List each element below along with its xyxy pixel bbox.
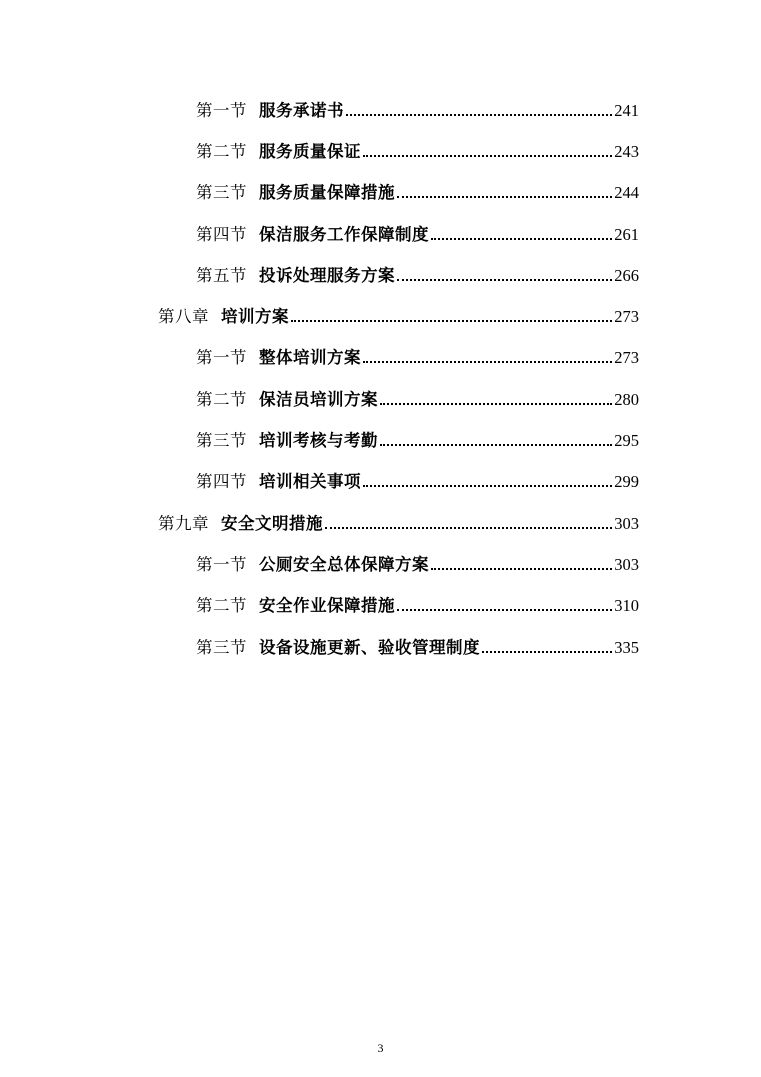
toc-entry-number: 第九章 — [158, 513, 209, 533]
toc-entry-number: 第四节 — [196, 224, 247, 244]
dot-leader — [397, 609, 612, 611]
toc-entry-page: 303 — [614, 513, 639, 533]
toc-entry-page: 303 — [614, 554, 639, 574]
toc-entry-number: 第一节 — [196, 100, 247, 120]
toc-entry-number: 第五节 — [196, 265, 247, 285]
dot-leader — [346, 114, 612, 116]
toc-entry-title: 培训方案 — [221, 307, 289, 327]
dot-leader — [431, 238, 612, 240]
toc-entry-number: 第一节 — [196, 348, 247, 368]
toc-entry-page: 266 — [614, 265, 639, 285]
toc-entry-title: 投诉处理服务方案 — [259, 265, 395, 285]
toc-entry-title: 整体培训方案 — [259, 348, 361, 368]
toc-entry-page: 261 — [614, 224, 639, 244]
toc-entry-number: 第三节 — [196, 431, 247, 451]
dot-leader — [325, 527, 612, 529]
toc-section-entry[interactable] — [0, 212, 761, 253]
toc-entry-line — [196, 262, 761, 286]
toc-entry-title: 保洁员培训方案 — [259, 389, 378, 409]
toc-entry-line — [158, 303, 761, 327]
toc-section-entry[interactable] — [0, 336, 761, 377]
toc-entry-page: 273 — [614, 348, 639, 368]
toc-entry-title: 培训相关事项 — [259, 472, 361, 492]
toc-section-entry[interactable] — [0, 129, 761, 170]
toc-chapter-entry[interactable] — [0, 294, 761, 335]
toc-entry-title: 安全作业保障措施 — [259, 596, 395, 616]
toc-entry-page: 244 — [614, 183, 639, 203]
toc-section-entry[interactable] — [0, 253, 761, 294]
toc-entry-title: 保洁服务工作保障制度 — [259, 224, 429, 244]
toc-entry-page: 335 — [614, 637, 639, 657]
toc-entry-line — [196, 386, 761, 410]
toc-section-entry[interactable] — [0, 377, 761, 418]
toc-section-entry[interactable] — [0, 625, 761, 666]
toc-entry-number: 第二节 — [196, 389, 247, 409]
dot-leader — [431, 568, 612, 570]
toc-entry-title: 服务承诺书 — [259, 100, 344, 120]
toc-entry-title: 公厕安全总体保障方案 — [259, 554, 429, 574]
toc-entry-page: 295 — [614, 431, 639, 451]
dot-leader — [397, 279, 612, 281]
toc-entry-number: 第三节 — [196, 637, 247, 657]
toc-section-entry[interactable] — [0, 584, 761, 625]
page-number: 3 — [377, 1041, 384, 1055]
toc-entry-title: 设备设施更新、验收管理制度 — [259, 637, 480, 657]
toc-entry-line — [196, 221, 761, 245]
toc-section-entry[interactable] — [0, 460, 761, 501]
toc-entry-line — [196, 427, 761, 451]
toc-entry-title: 服务质量保证 — [259, 141, 361, 161]
table-of-contents — [0, 88, 761, 666]
toc-entry-line — [196, 138, 761, 162]
toc-entry-number: 第二节 — [196, 141, 247, 161]
dot-leader — [291, 320, 612, 322]
toc-entry-page: 310 — [614, 596, 639, 616]
toc-section-entry[interactable] — [0, 88, 761, 129]
dot-leader — [397, 196, 612, 198]
toc-entry-number: 第三节 — [196, 183, 247, 203]
toc-entry-page: 241 — [614, 100, 639, 120]
dot-leader — [380, 403, 612, 405]
toc-section-entry[interactable] — [0, 418, 761, 459]
dot-leader — [363, 485, 612, 487]
toc-entry-line — [196, 551, 761, 575]
toc-entry-line — [196, 344, 761, 368]
toc-section-entry[interactable] — [0, 542, 761, 583]
toc-entry-line — [196, 179, 761, 203]
toc-entry-title: 培训考核与考勤 — [259, 431, 378, 451]
toc-entry-line — [196, 468, 761, 492]
dot-leader — [363, 155, 612, 157]
dot-leader — [380, 444, 612, 446]
toc-entry-title: 服务质量保障措施 — [259, 183, 395, 203]
toc-entry-number: 第八章 — [158, 307, 209, 327]
toc-entry-page: 299 — [614, 472, 639, 492]
toc-entry-title: 安全文明措施 — [221, 513, 323, 533]
toc-chapter-entry[interactable] — [0, 501, 761, 542]
toc-entry-line — [158, 510, 761, 534]
toc-entry-page: 243 — [614, 141, 639, 161]
toc-section-entry[interactable] — [0, 171, 761, 212]
dot-leader — [482, 651, 612, 653]
toc-entry-number: 第一节 — [196, 554, 247, 574]
toc-entry-line — [196, 97, 761, 121]
toc-entry-number: 第四节 — [196, 472, 247, 492]
toc-entry-line — [196, 634, 761, 658]
toc-entry-line — [196, 592, 761, 616]
dot-leader — [363, 361, 612, 363]
toc-entry-page: 273 — [614, 307, 639, 327]
toc-entry-page: 280 — [614, 389, 639, 409]
toc-entry-number: 第二节 — [196, 596, 247, 616]
